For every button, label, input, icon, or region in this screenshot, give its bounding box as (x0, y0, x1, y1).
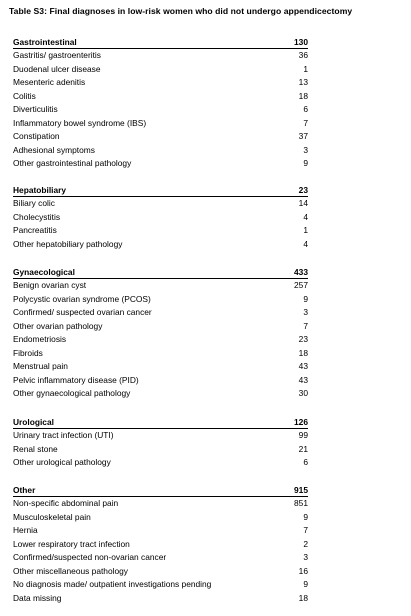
section-header (13, 36, 308, 49)
section-gynaecological (13, 266, 308, 401)
table-row (13, 333, 308, 347)
row-value: 37 (298, 131, 308, 142)
row-label: Menstrual pain (13, 361, 68, 372)
section-urological (13, 416, 308, 470)
section-header (13, 484, 308, 497)
table-row (13, 524, 308, 538)
row-value: 1 (303, 225, 308, 236)
table-row (13, 511, 308, 525)
row-value: 18 (298, 347, 308, 358)
row-label: Mesenteric adenitis (13, 77, 86, 88)
row-value: 23 (298, 334, 308, 345)
row-label: Other gynaecological pathology (13, 388, 131, 399)
row-value: 7 (303, 320, 308, 331)
section-total: 23 (298, 185, 308, 195)
row-value: 30 (298, 388, 308, 399)
row-label: Endometriosis (13, 334, 67, 345)
table-row (13, 360, 308, 374)
row-label: Other gastrointestinal pathology (13, 158, 132, 169)
row-value: 7 (303, 525, 308, 536)
table-row (13, 117, 308, 131)
table-row (13, 387, 308, 401)
section-total: 915 (294, 485, 308, 495)
section-other (13, 484, 308, 605)
row-label: Fibroids (13, 347, 43, 358)
section-gastrointestinal (13, 36, 308, 171)
row-value: 3 (303, 307, 308, 318)
table-row (13, 347, 308, 361)
row-value: 9 (303, 158, 308, 169)
row-value: 9 (303, 511, 308, 522)
section-header (13, 416, 308, 429)
table-row (13, 211, 308, 225)
section-header (13, 266, 308, 279)
row-label: Lower respiratory tract infection (13, 538, 130, 549)
table-row (13, 197, 308, 211)
row-label: Data missing (13, 592, 62, 603)
row-value: 1 (303, 63, 308, 74)
table-row (13, 538, 308, 552)
row-value: 3 (303, 144, 308, 155)
row-label: Other ovarian pathology (13, 320, 103, 331)
row-value: 36 (298, 50, 308, 60)
row-value: 18 (298, 90, 308, 101)
section-total: 130 (294, 37, 308, 47)
row-label: Other miscellaneous pathology (13, 565, 128, 576)
table-row (13, 293, 308, 307)
section-total: 433 (294, 267, 308, 277)
row-label: Cholecystitis (13, 211, 61, 222)
table-row (13, 443, 308, 457)
row-label: Inflammatory bowel syndrome (IBS) (13, 117, 147, 128)
row-value: 6 (303, 457, 308, 468)
row-value: 9 (303, 579, 308, 590)
row-value: 7 (303, 117, 308, 128)
section-heading: Other (13, 485, 36, 495)
row-value: 3 (303, 552, 308, 563)
table-row (13, 497, 308, 511)
row-value: 257 (294, 280, 308, 290)
row-value: 43 (298, 361, 308, 372)
section-total: 126 (294, 417, 308, 427)
row-label: Adhesional symptoms (13, 144, 95, 155)
row-label: Other hepatobiliary pathology (13, 238, 123, 249)
table-title: Table S3: Final diagnoses in low-risk women who did not undergo appendicectomy (9, 6, 353, 16)
row-label: Duodenal ulcer disease (13, 63, 101, 74)
row-label: Renal stone (13, 443, 58, 454)
section-heading: Urological (13, 417, 54, 427)
table-row (13, 306, 308, 320)
section-heading: Hepatobiliary (13, 185, 67, 195)
row-value: 13 (298, 77, 308, 88)
row-value: 14 (298, 198, 308, 208)
row-label: Urinary tract infection (UTI) (13, 430, 114, 440)
table-row (13, 144, 308, 158)
table-row (13, 578, 308, 592)
row-label: Gastritis/ gastroenteritis (13, 50, 101, 60)
table-row (13, 49, 308, 63)
row-label: Hernia (13, 525, 38, 536)
row-value: 4 (303, 238, 308, 249)
table-row (13, 320, 308, 334)
table-row (13, 374, 308, 388)
row-label: Musculoskeletal pain (13, 511, 91, 522)
row-label: Biliary colic (13, 198, 55, 208)
row-label: Pancreatitis (13, 225, 57, 236)
row-label: Non-specific abdominal pain (13, 498, 119, 508)
row-value: 99 (298, 430, 308, 440)
table-row (13, 279, 308, 293)
row-value: 21 (298, 443, 308, 454)
row-label: Benign ovarian cyst (13, 280, 87, 290)
section-heading: Gastrointestinal (13, 37, 77, 47)
table-row (13, 130, 308, 144)
row-value: 43 (298, 374, 308, 385)
row-label: Confirmed/ suspected ovarian cancer (13, 307, 152, 318)
row-value: 2 (303, 538, 308, 549)
row-label: Other urological pathology (13, 457, 111, 468)
row-value: 16 (298, 565, 308, 576)
row-value: 9 (303, 293, 308, 304)
table-row (13, 157, 308, 171)
row-label: Colitis (13, 90, 36, 101)
section-heading: Gynaecological (13, 267, 75, 277)
table-row (13, 238, 308, 252)
table-row (13, 76, 308, 90)
row-value: 851 (294, 498, 308, 508)
table-row (13, 90, 308, 104)
section-hepatobiliary (13, 184, 308, 251)
row-label: No diagnosis made/ outpatient investigations pending (13, 579, 212, 590)
row-label: Polycystic ovarian syndrome (PCOS) (13, 293, 151, 304)
row-label: Diverticulitis (13, 104, 58, 115)
table-row (13, 103, 308, 117)
row-label: Pelvic inflammatory disease (PID) (13, 374, 139, 385)
table-row (13, 63, 308, 77)
table-row (13, 224, 308, 238)
table-row (13, 456, 308, 470)
table-row (13, 429, 308, 443)
row-value: 4 (303, 211, 308, 222)
row-value: 18 (298, 592, 308, 603)
table-row (13, 551, 308, 565)
row-label: Constipation (13, 131, 60, 142)
row-label: Confirmed/suspected non-ovarian cancer (13, 552, 167, 563)
row-value: 6 (303, 104, 308, 115)
table-row (13, 565, 308, 579)
table-row (13, 592, 308, 606)
section-header (13, 184, 308, 197)
